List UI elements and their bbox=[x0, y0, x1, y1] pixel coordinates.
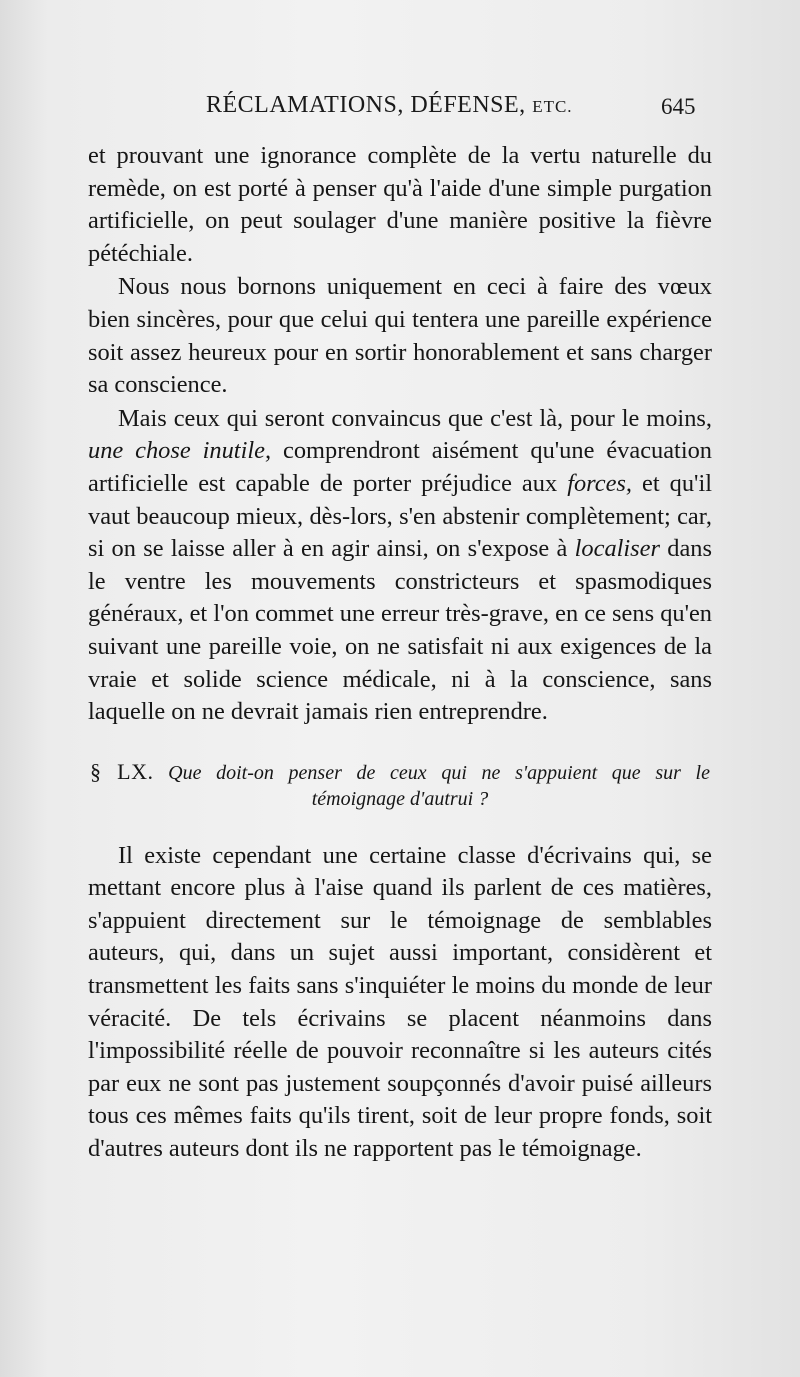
paragraph-3-part-d: dans le ventre les mouvements constricteurs et spasmodiques généraux, et l'on commet une erreur très-grave, en ce sens qu'en suivant une pareille voie, on ne satisfait ni aux exigences de la vraie et solide science médicale, ni à la conscience, sans laquelle on ne devrait jamais rien entreprendre. bbox=[88, 535, 712, 726]
running-etc: ETC. bbox=[532, 97, 573, 116]
running-title: RÉCLAMATIONS, DÉFENSE, bbox=[206, 92, 526, 118]
section-title-line-1: Que doit-on penser de ceux qui ne s'appuient que sur le bbox=[168, 761, 710, 784]
section-heading bbox=[88, 759, 712, 812]
paragraph-3-part-c: et qu'il vaut beaucoup mieux, dès-lors, s'en abstenir complètement; car, si on se laisse aller à en agir ainsi, on s'expose à bbox=[88, 469, 712, 563]
section-title-line-2: témoignage d'autrui ? bbox=[311, 787, 489, 810]
paragraph-3-part-a: Mais ceux qui seront convaincus que c'est là, pour le moins, bbox=[118, 404, 712, 432]
section-number: § LX. bbox=[90, 758, 154, 784]
paragraph-3-emphasis-1: une chose inutile, bbox=[88, 437, 272, 465]
paragraph-3-emphasis-3: localiser bbox=[574, 535, 660, 563]
paragraph-3-emphasis-2: forces, bbox=[567, 469, 632, 497]
paragraph-4: Il existe cependant une certaine classe d'écrivains qui, se mettant encore plus à l'aise quand ils parlent de ces matières, s'appuient directement sur le témoignage de semblables auteurs, qui, dans un sujet aussi important, considèrent et transmettent les faits sans s'inquiéter le moins du monde de leur véracité. De tels écrivains se placent néanmoins dans l'impossibilité réelle de pouvoir reconnaître si les auteurs cités par eux ne sont pas justement soupçonnés d'avoir puisé ailleurs tous ces mêmes faits qu'ils tirent, soit de leur propre fonds, soit d'autres auteurs dont ils ne rapportent pas le témoignage. bbox=[88, 841, 712, 1163]
page-body bbox=[88, 140, 712, 1166]
page-header bbox=[0, 92, 800, 132]
section-heading-line-1 bbox=[90, 759, 710, 786]
paragraph-3 bbox=[88, 403, 712, 729]
running-head bbox=[206, 92, 573, 119]
page-number: 645 bbox=[661, 94, 696, 119]
paragraph-3-part-b: comprendront aisément qu'une évacuation artificielle est capable de porter préjudice aux bbox=[88, 437, 712, 497]
paragraph-2: Nous nous bornons uniquement en ceci à faire des vœux bien sincères, pour que celui qui tentera une pareille expérience soit assez heureux pour en sortir honorablement et sans charger sa conscience. bbox=[88, 273, 712, 399]
paragraph-1: et prouvant une ignorance complète de la vertu naturelle du remède, on est porté à penser qu'à l'aide d'une simple purgation artificielle, on peut soulager d'une manière positive la fièvre pétéchiale. bbox=[88, 142, 712, 267]
